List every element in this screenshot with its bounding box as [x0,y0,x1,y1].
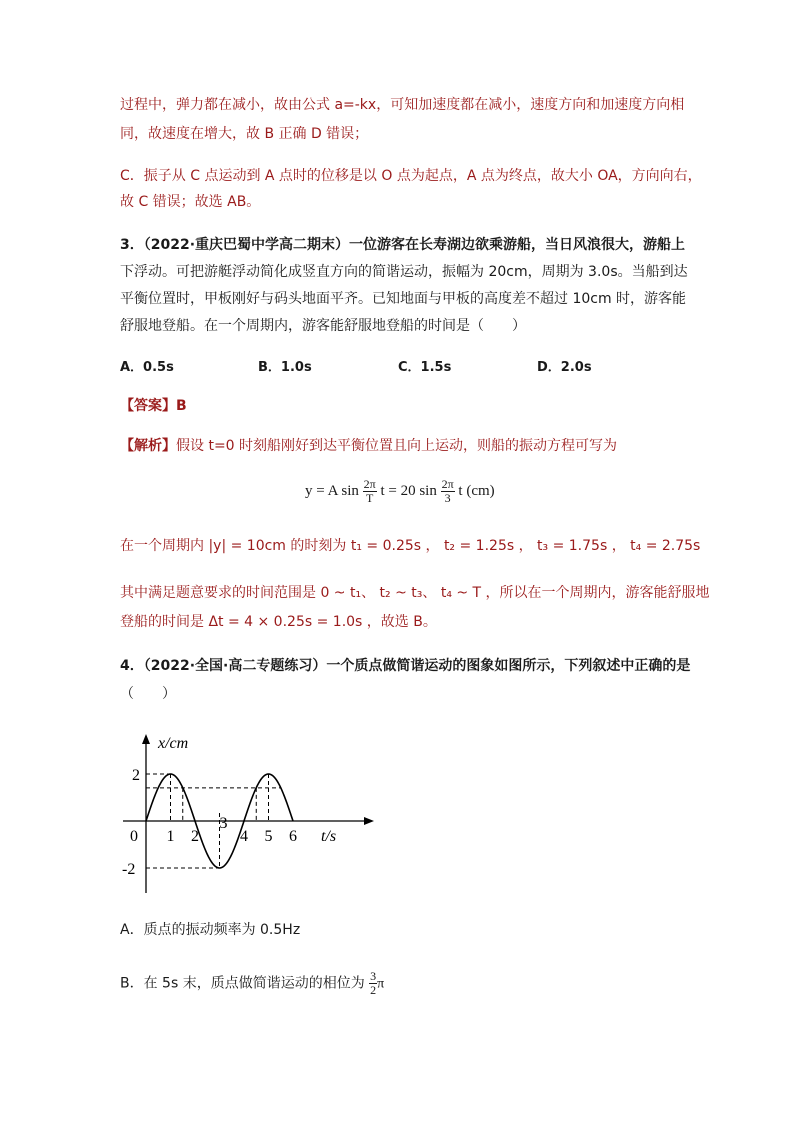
q3-option-c: C．1.5s [398,360,452,375]
q3-option-a: A．0.5s [120,360,174,375]
analysis-text: 假设 t=0 时刻船刚好到达平衡位置且向上运动，则船的振动方程可写为 [176,438,618,454]
eq-mid: t = 20 sin [380,482,437,499]
prev-solution-line-3: C．振子从 C 点运动到 A 点时的位移是以 O 点为起点，A 点为终点，故大小 OA，方向向右， [120,168,702,184]
vibration-equation [305,478,495,505]
q4-option-a: A．质点的振动频率为 0.5Hz [120,922,301,938]
q4-option-b-prefix: B．在 5s 末，质点做简谐运动的相位为 [120,975,365,992]
q3-range-line-2: 登船的时间是 Δt = 4 × 0.25s = 1.0s ，故选 B。 [120,614,437,630]
q4-option-b-den: 2 [370,983,377,997]
x-tick-label-5: 5 [264,828,273,845]
prev-solution-line-4: 故 C 错误；故选 AB。 [120,194,261,210]
y-axis-label: x/cm [158,735,189,752]
eq-frac-1-den: T [366,491,374,505]
prev-solution-line-1: 过程中，弹力都在减小，故由公式 a=-kx，可知加速度都在减小，速度方向和加速度方向相 [120,97,685,113]
eq-right: t (cm) [458,482,495,499]
q4-option-b-num: 3 [370,969,377,983]
q3-range-line-1: 其中满足题意要求的时间范围是 0 ~ t₁、 t₂ ~ t₃、 t₄ ~ T ，所以在一个周期内，游客能舒服地 [120,585,710,601]
q4-line-1: 4．（2022·全国·高二专题练习）一个质点做简谐运动的图象如图所示，下列叙述中正确的是 [120,658,691,674]
q4-line-2: （ ） [120,686,176,702]
q3-line-2: 下浮动。可把游艇浮动简化成竖直方向的简谐运动，振幅为 20cm，周期为 3.0s。当船到达 [120,264,688,280]
q3-line-3: 平衡位置时，甲板刚好与码头地面平齐。已知地面与甲板的高度差不超过 10cm 时，游客能 [120,291,687,307]
q3-line-1 [120,236,685,254]
y-tick-label-2: 2 [132,767,140,784]
x-tick-label-1: 1 [166,828,175,845]
y-tick-label-minus-2: -2 [122,861,136,878]
eq-frac-1-num: 2π [363,477,376,491]
q4-option-b [120,970,384,997]
prev-solution-line-2: 同，故速度在增大，故 B 正确 D 错误； [120,126,369,142]
x-tick-label-2: 2 [191,828,199,845]
x-axis-arrow [364,817,374,825]
q3-stem-1: 3．（2022·重庆巴蜀中学高二期末）一位游客在长寿湖边欲乘游船，当日风浪很大，游船上 [120,237,686,253]
x-tick-label-4: 4 [240,828,248,845]
eq-frac-1 [363,478,377,505]
x-tick-label-0: 0 [130,828,138,845]
eq-frac-2-den: 3 [444,491,451,505]
analysis-label: 【解析】 [120,438,176,454]
x-axis-label: t/s [321,828,337,845]
y-axis-arrow [142,734,150,744]
x-tick-label-6: 6 [289,828,297,845]
q3-option-b: B．1.0s [258,360,312,375]
q3-option-d: D．2.0s [537,360,592,375]
eq-frac-2 [441,478,455,505]
eq-frac-2-num: 2π [441,477,454,491]
q3-line-4: 舒服地登船。在一个周期内，游客能舒服地登船的时间是（ ） [120,318,526,334]
q3-answer: 【答案】B [120,398,187,414]
q4-option-b-suffix: π [377,976,385,992]
x-tick-label-3: 3 [219,815,228,832]
q3-analysis [120,437,617,455]
q4-option-b-frac [369,970,377,997]
q3-times-line: 在一个周期内 |y| = 10cm 的时刻为 t₁ = 0.25s ， t₂ = 1.25s ， t₃ = 1.75s ， t₄ = 2.75s [120,538,701,554]
eq-left: y = A sin [305,482,359,499]
vibration-graph [118,728,378,900]
